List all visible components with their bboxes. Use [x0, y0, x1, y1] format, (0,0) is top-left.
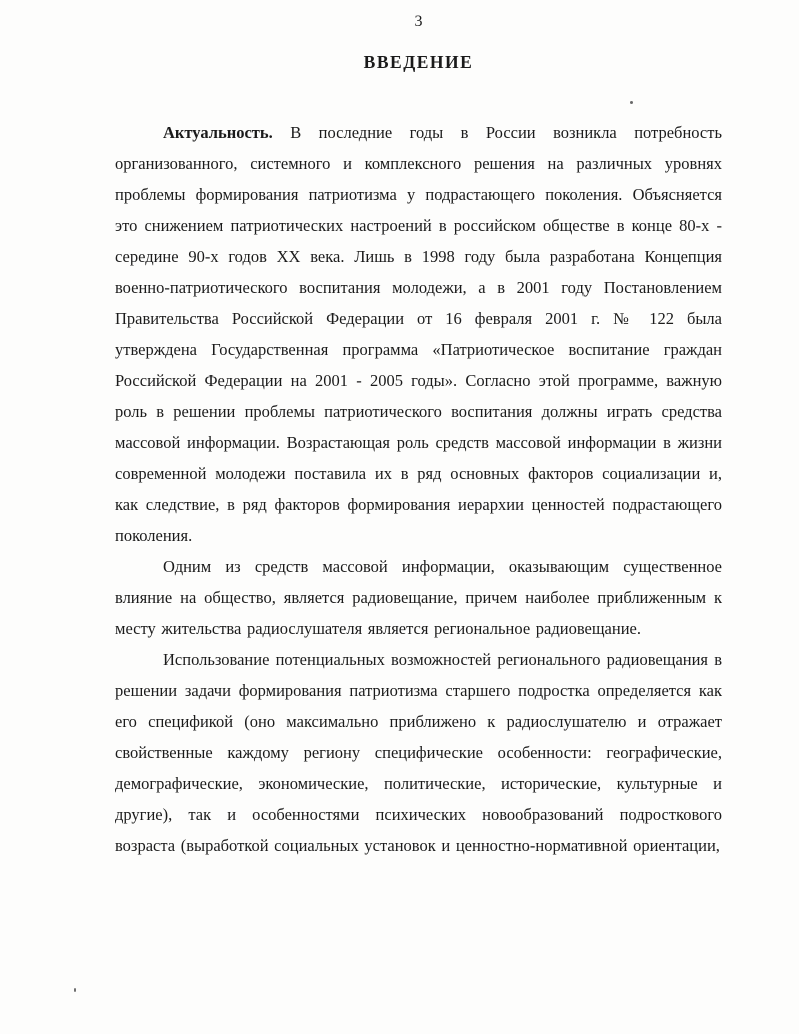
scan-speck [74, 988, 76, 992]
paragraph-introduction-relevance [115, 117, 722, 551]
page-title: ВВЕДЕНИЕ [363, 52, 474, 72]
paragraph-radio-influence [115, 551, 722, 644]
scan-speck [630, 101, 633, 104]
page-number: 3 [414, 13, 423, 30]
paragraph-text: В последние годы в России возникла потребность организованного, системного и комплексного решения на различных уровнях проблемы формирования патриотизма у подрастающего поколения. Объясняется это снижением патриотических настроений в российском обществе в конце 80-х - середине 90-х годов XX века. Лишь в 1998 году была разработана Концепция военно-патриотического воспитания молодежи, а в 2001 году Постановлением Правительства Российской Федерации от 16 февраля 2001 г. № 122 была утверждена Государственная программа «Патриотическое воспитание граждан Российской Федерации на 2001 - 2005 годы». Согласно этой программе, важную роль в решении проблемы патриотического воспитания должны играть средства массовой информации. Возрастающая роль средств массовой информации в жизни современной молодежи поставила их в ряд основных факторов социализации и, как следствие, в ряд факторов формирования иерархии ценностей подрастающего поколения. [115, 123, 722, 545]
paragraph-lead-bold: Актуальность. [163, 123, 273, 142]
paragraph-text: Одним из средств массовой информации, оказывающим существенное влияние на общество, является радиовещание, причем наиболее приближенным к месту жительства радиослушателя является региональное радиовещание. [115, 557, 722, 638]
document-body [115, 117, 722, 861]
paragraph-text: Использование потенциальных возможностей регионального радиовещания в решении задачи формирования патриотизма старшего подростка определяется как его спецификой (оно максимально приближено к радиослушателю и отражает свойственные каждому региону специфические особенности: географические, демографические, экономические, политические, исторические, культурные и другие), так и особенностями психических новообразований подросткового возраста (выработкой социальных установок и ценностно-нормативной ориентации, [115, 650, 722, 855]
paragraph-regional-radio [115, 644, 722, 861]
